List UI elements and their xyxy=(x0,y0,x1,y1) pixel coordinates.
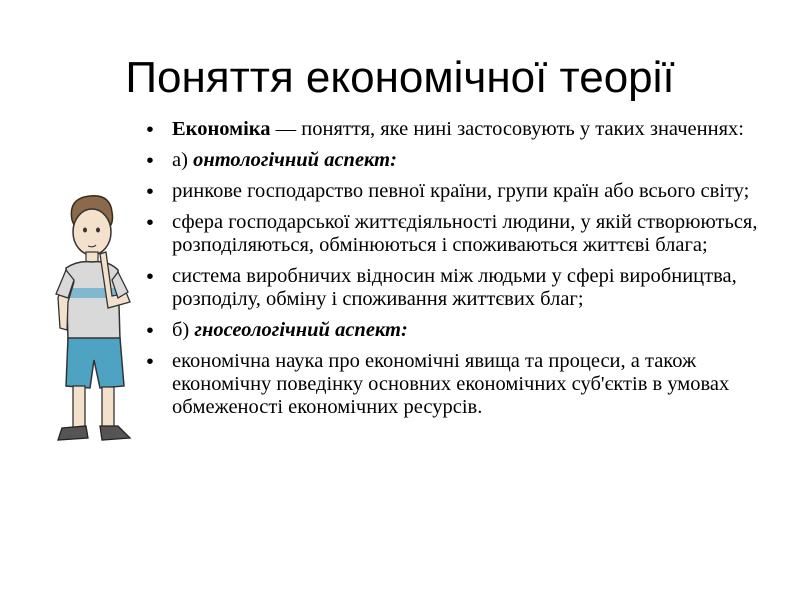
bullet-dot: • xyxy=(146,149,154,172)
definition-bullet-list xyxy=(140,118,775,427)
bullet-text: сфера господарської життєдіяльності людини, у якій створюються, розподіляються, обмінюються і споживаються життєві блага; xyxy=(172,211,758,256)
bullet-dot: • xyxy=(146,319,154,342)
bullet-item xyxy=(140,265,775,311)
head xyxy=(73,209,111,255)
bullet-dot: • xyxy=(146,350,154,373)
bullet-text: економічна наука про економічні явища та процеси, а також економічну поведінку основних економічних суб'єктів в умовах обмеженості економічних ресурсів. xyxy=(172,350,730,418)
bullet-term: Економіка xyxy=(172,118,271,140)
bullet-item xyxy=(140,211,775,257)
thinking-boy-illustration xyxy=(38,190,148,450)
shorts xyxy=(66,338,124,388)
bullet-aspect-heading: гносеологічний аспект: xyxy=(194,319,408,341)
bullet-dot: • xyxy=(146,265,154,288)
slide-title: Поняття економічної теорії xyxy=(125,53,675,102)
bullet-aspect-heading: онтологічний аспект: xyxy=(193,149,397,171)
right-shoe xyxy=(100,426,130,440)
bullet-text: система виробничих відносин між людьми у сфері виробництва, розподілу, обміну і споживання життєвих благ; xyxy=(172,265,737,310)
bullet-item xyxy=(140,319,775,342)
bullet-text: а) xyxy=(172,149,194,171)
bullet-dot: • xyxy=(146,180,154,203)
left-shoe xyxy=(58,426,88,440)
bullet-item xyxy=(140,350,775,419)
boy-drawing xyxy=(38,190,148,450)
bullet-item xyxy=(140,118,775,141)
bullet-item xyxy=(140,149,775,172)
bullet-dot: • xyxy=(146,211,154,234)
bullet-text: ринкове господарство певної країни, групи країн або всього світу; xyxy=(172,180,750,202)
bullet-dot: • xyxy=(146,118,154,141)
bullet-text: б) xyxy=(172,319,195,341)
bullet-text: — поняття, яке нині застосовують у таких значеннях: xyxy=(270,118,744,140)
bullet-item xyxy=(140,180,775,203)
